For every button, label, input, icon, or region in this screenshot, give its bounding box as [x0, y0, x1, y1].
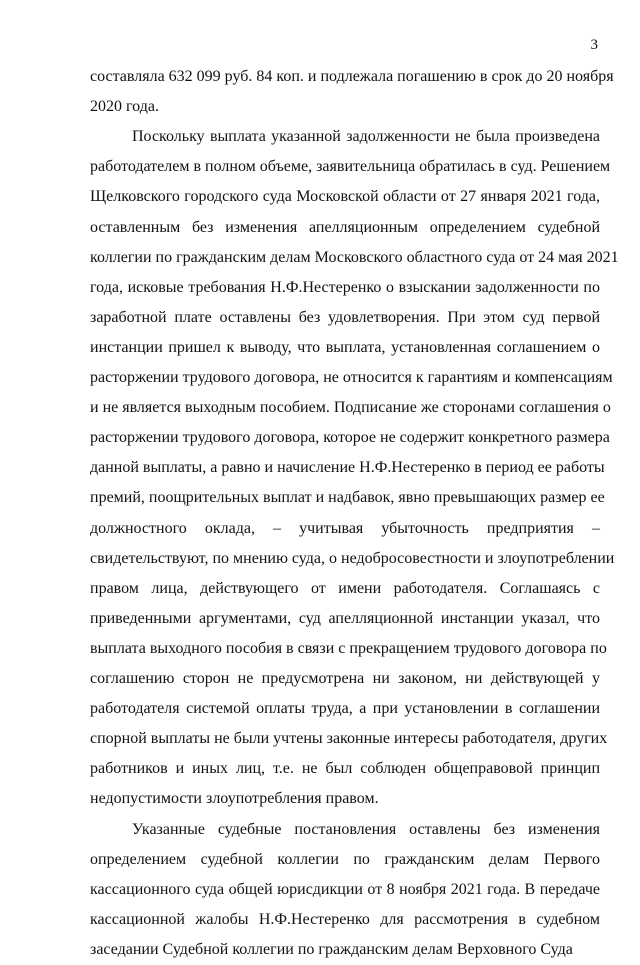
text-line: данной выплаты, а равно и начисление Н.Ф.Нестеренко в период ее работы [90, 459, 605, 477]
text-line: инстанции пришел к выводу, что выплата, установленная соглашением о [90, 338, 600, 356]
text-line: недопустимости злоупотребления правом. [90, 790, 379, 808]
text-line: оставленным без изменения апелляционным определением судебной [90, 218, 600, 236]
text-line: работодателем в полном объеме, заявительница обратилась в суд. Решением [90, 158, 611, 176]
text-line: и не является выходным пособием. Подписание же сторонами соглашения о [90, 399, 611, 417]
text-line: заседании Судебной коллегии по гражданским делам Верховного Суда [90, 940, 573, 958]
text-line: Поскольку выплата указанной задолженности не была произведена [132, 128, 600, 146]
text-line: кассационной жалобы Н.Ф.Нестеренко для рассмотрения в судебном [90, 910, 600, 928]
text-line: составляла 632 099 руб. 84 коп. и подлежала погашению в срок до 20 ноября [90, 68, 614, 85]
text-line: приведенными аргументами, суд апелляционной инстанции указал, что [90, 609, 600, 627]
text-line: должностного оклада, – учитывая убыточность предприятия – [90, 519, 600, 537]
text-line: спорной выплаты не были учтены законные интересы работодателя, других [90, 730, 608, 748]
text-line: свидетельствуют, по мнению суда, о недобросовестности и злоупотреблении [90, 549, 615, 567]
text-line: расторжении трудового договора, не относится к гарантиям и компенсациям [90, 369, 613, 386]
text-line: правом лица, действующего от имени работодателя. Соглашаясь с [90, 579, 600, 597]
text-line: Указанные судебные постановления оставлены без изменения [132, 820, 600, 838]
text-line: заработной плате оставлены без удовлетворения. При этом суд первой [90, 308, 600, 326]
text-line: определением судебной коллегии по гражданским делам Первого [90, 850, 600, 868]
text-line: кассационного суда общей юрисдикции от 8 ноября 2021 года. В передаче [90, 880, 600, 898]
text-line: соглашению сторон не предусмотрена ни законом, ни действующей у [90, 670, 600, 687]
text-line: выплата выходного пособия в связи с прекращением трудового договора по [90, 639, 607, 657]
text-line: Щелковского городского суда Московской области от 27 января 2021 года, [90, 188, 600, 206]
text-line: коллегии по гражданским делам Московского областного суда от 24 мая 2021 [90, 248, 619, 266]
text-line: 2020 года. [90, 98, 159, 116]
text-line: работников и иных лиц, т.е. не был соблюден общеправовой принцип [90, 760, 600, 778]
text-line: премий, поощрительных выплат и надбавок, явно превышающих размер ее [90, 489, 605, 507]
page-number: 3 [590, 37, 598, 53]
text-line: работодателя системой оплаты труда, а при установлении в соглашении [90, 700, 600, 718]
text-line: года, исковые требования Н.Ф.Нестеренко о взыскании задолженности по [90, 278, 600, 296]
text-line: расторжении трудового договора, которое не содержит конкретного размера [90, 429, 610, 447]
